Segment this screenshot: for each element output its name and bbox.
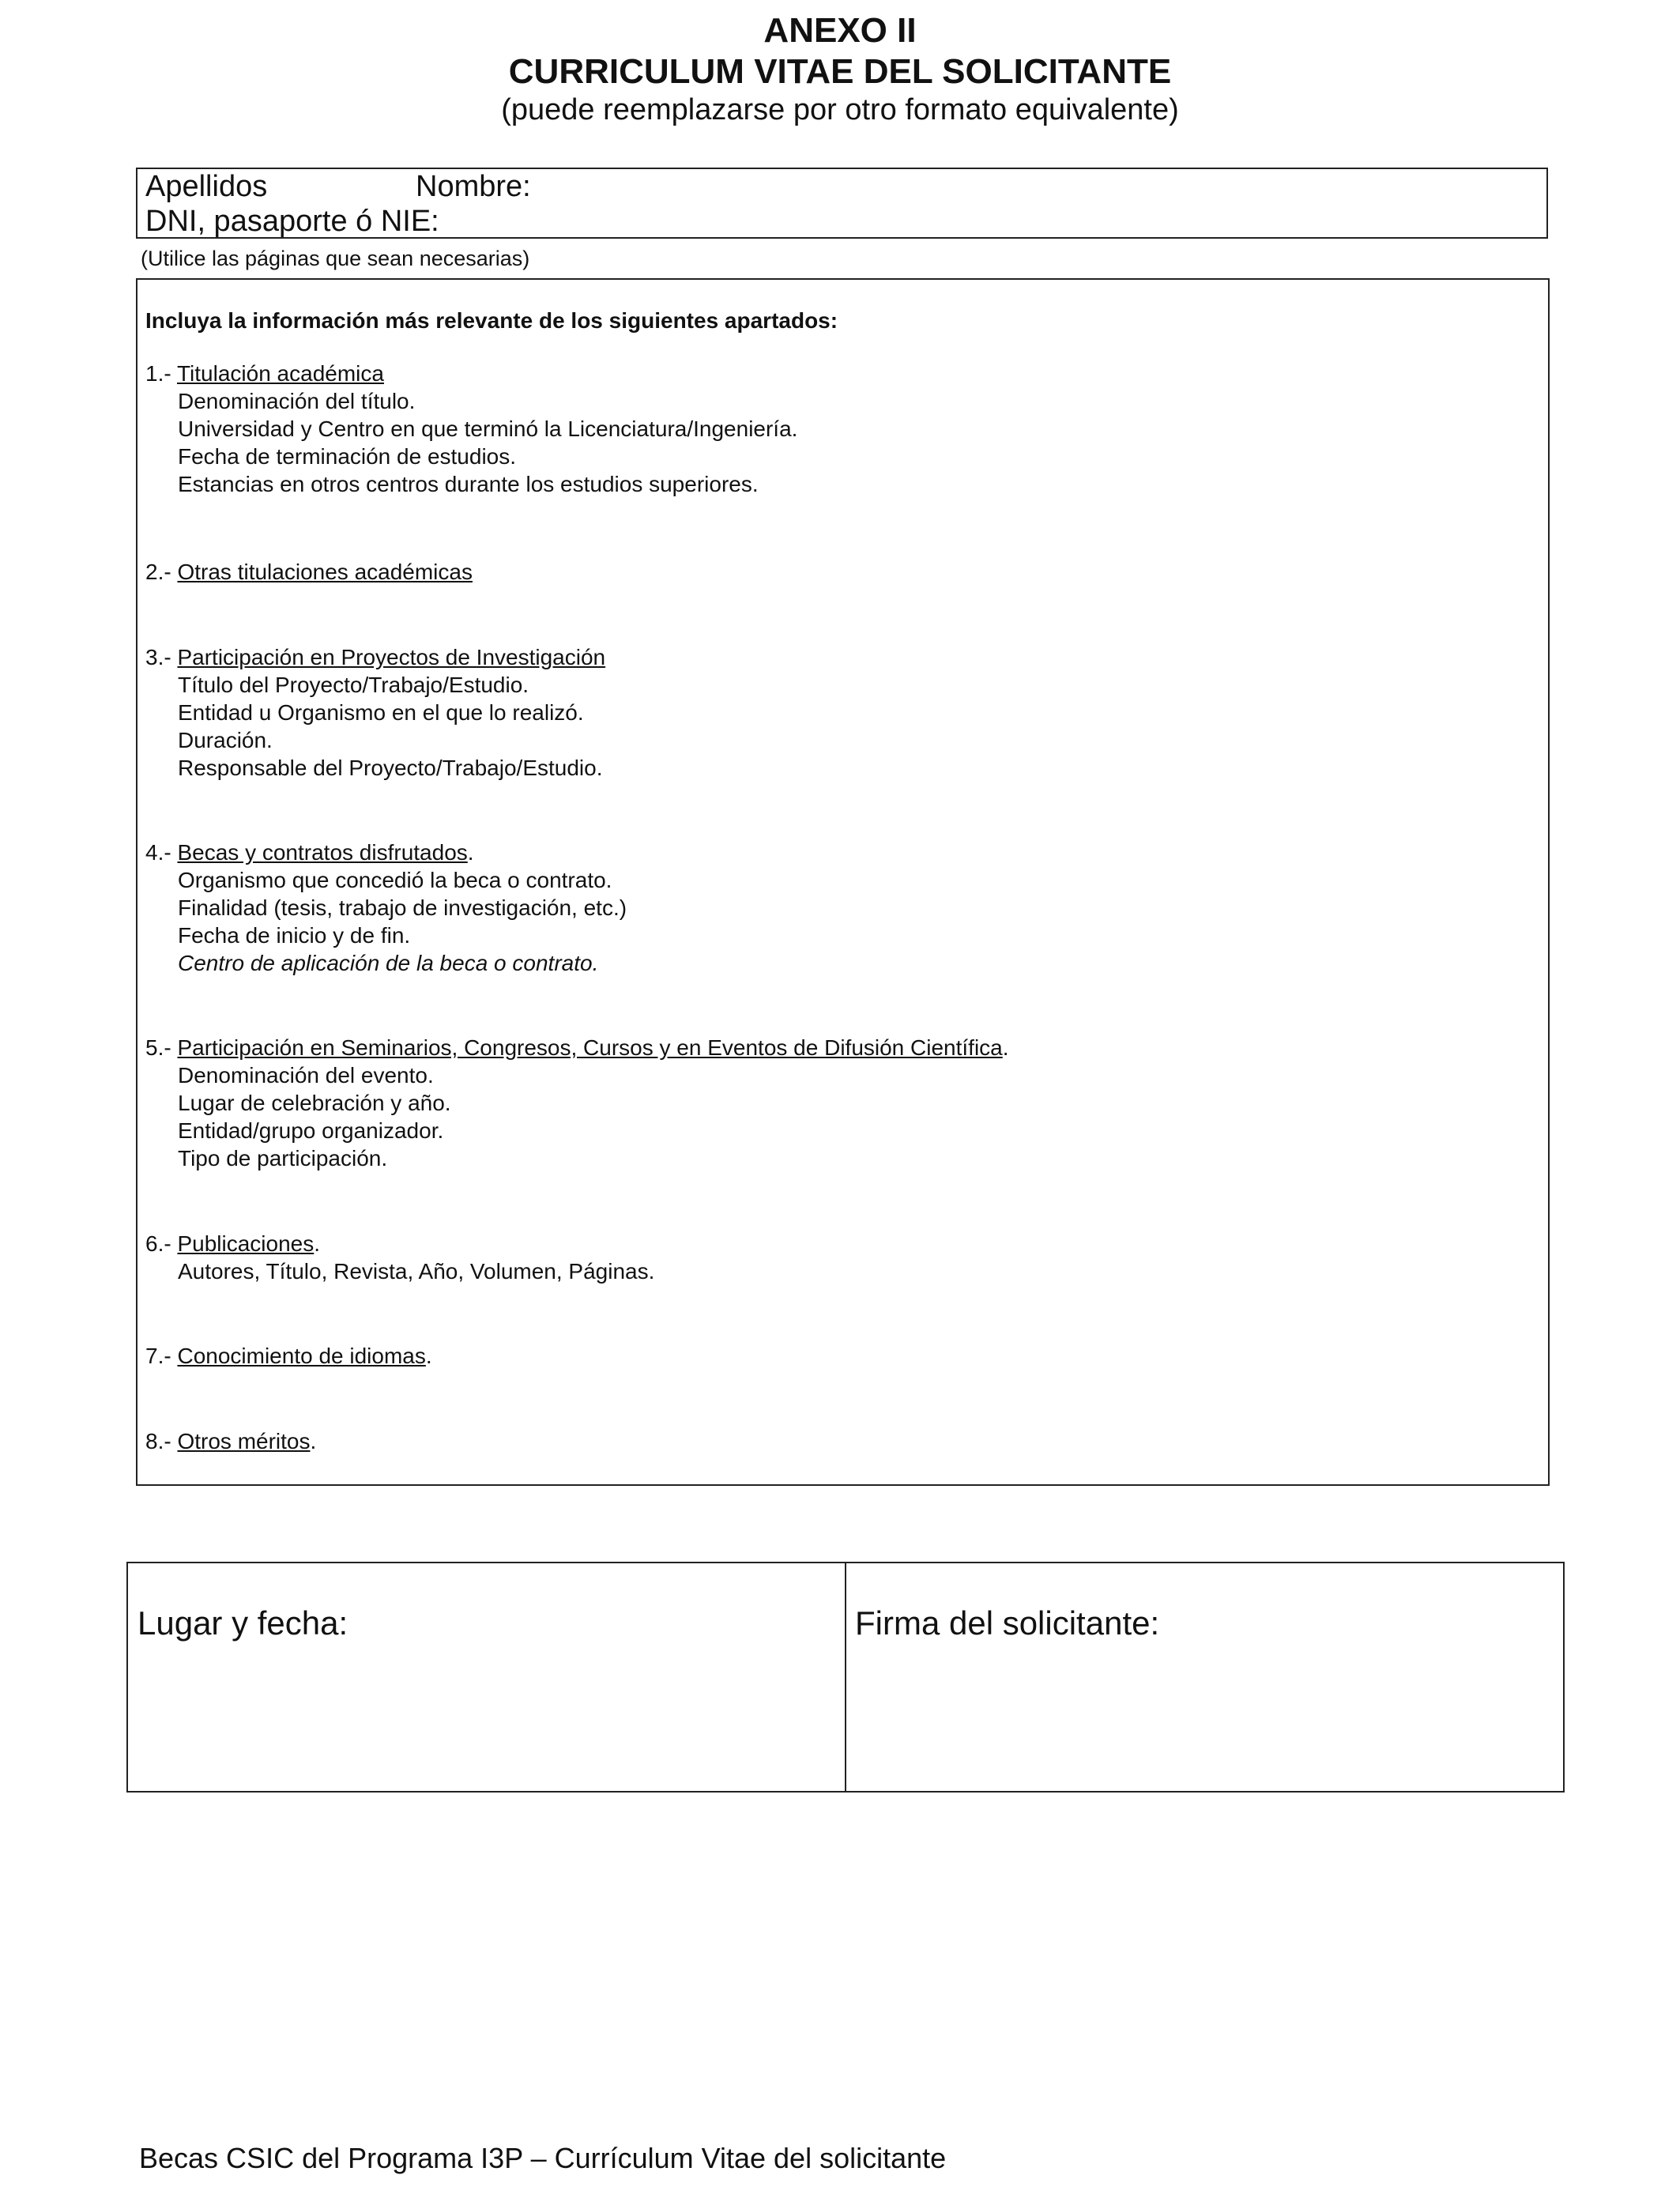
section-number: 3.- xyxy=(145,645,171,669)
annex-title: ANEXO II xyxy=(763,11,917,50)
section-title-suffix: . xyxy=(310,1429,317,1453)
section-item: Universidad y Centro en que terminó la Licenciatura/Ingeniería. xyxy=(178,417,798,441)
section-heading xyxy=(145,1035,1009,1061)
section-item: Entidad/grupo organizador. xyxy=(178,1118,444,1143)
section-title: Becas y contratos disfrutados xyxy=(177,840,468,865)
section-item: Duración. xyxy=(178,728,273,752)
section-item: Lugar de celebración y año. xyxy=(178,1091,451,1115)
section-item: Tipo de participación. xyxy=(178,1146,388,1171)
section-number: 6.- xyxy=(145,1231,171,1256)
section-item: Entidad u Organismo en el que lo realizó. xyxy=(178,700,584,725)
section-title: Participación en Proyectos de Investigación xyxy=(177,645,606,669)
section-item: Centro de aplicación de la beca o contrato. xyxy=(178,951,599,975)
section-number: 8.- xyxy=(145,1429,171,1453)
section-item: Fecha de terminación de estudios. xyxy=(178,444,517,469)
document-subtitle: (puede reemplazarse por otro formato equivalente) xyxy=(501,93,1179,126)
section-number: 2.- xyxy=(145,560,171,584)
section-title: Publicaciones xyxy=(177,1231,315,1256)
apellidos-label: Apellidos xyxy=(145,170,268,203)
section-number: 1.- xyxy=(145,361,171,386)
section-item: Denominación del evento. xyxy=(178,1063,434,1088)
section-title-suffix: . xyxy=(425,1344,432,1368)
section-heading xyxy=(145,1429,316,1454)
section-item: Responsable del Proyecto/Trabajo/Estudio. xyxy=(178,756,603,780)
section-number: 7.- xyxy=(145,1344,171,1368)
section-item: Título del Proyecto/Trabajo/Estudio. xyxy=(178,673,529,697)
section-item: Organismo que concedió la beca o contrato. xyxy=(178,868,612,892)
place-date-field: Lugar y fecha: xyxy=(137,1604,348,1642)
section-title-suffix: . xyxy=(467,840,474,865)
page-footer: Becas CSIC del Programa I3P – Currículum Vitae del solicitante xyxy=(139,2142,947,2174)
applicant-signature-field: Firma del solicitante: xyxy=(855,1604,1160,1642)
signature-divider xyxy=(845,1562,846,1793)
section-title-suffix: . xyxy=(314,1231,321,1256)
section-title: Otros méritos xyxy=(177,1429,311,1453)
section-heading xyxy=(145,361,384,386)
section-number: 5.- xyxy=(145,1035,171,1060)
section-item: Finalidad (tesis, trabajo de investigación, etc.) xyxy=(178,895,627,920)
nombre-label: Nombre: xyxy=(416,170,531,203)
section-heading xyxy=(145,560,473,585)
dni-label: DNI, pasaporte ó NIE: xyxy=(145,205,439,238)
section-title: Otras titulaciones académicas xyxy=(177,560,473,584)
section-heading xyxy=(145,840,474,865)
section-title-suffix: . xyxy=(1002,1035,1009,1060)
section-item: Autores, Título, Revista, Año, Volumen, Páginas. xyxy=(178,1259,655,1284)
pages-note: (Utilice las páginas que sean necesarias) xyxy=(141,247,530,270)
section-number: 4.- xyxy=(145,840,171,865)
section-heading xyxy=(145,1231,320,1257)
section-item: Fecha de inicio y de fin. xyxy=(178,923,411,948)
document-title: CURRICULUM VITAE DEL SOLICITANTE xyxy=(508,52,1172,91)
section-heading xyxy=(145,1344,432,1369)
section-title: Titulación académica xyxy=(176,361,384,386)
section-item: Estancias en otros centros durante los estudios superiores. xyxy=(178,472,759,496)
instructions-intro: Incluya la información más relevante de los siguientes apartados: xyxy=(145,308,838,333)
section-title: Conocimiento de idiomas xyxy=(177,1344,426,1368)
section-title: Participación en Seminarios, Congresos, Cursos y en Eventos de Difusión Científica xyxy=(177,1035,1003,1060)
section-heading xyxy=(145,645,605,670)
section-item: Denominación del título. xyxy=(178,389,416,413)
